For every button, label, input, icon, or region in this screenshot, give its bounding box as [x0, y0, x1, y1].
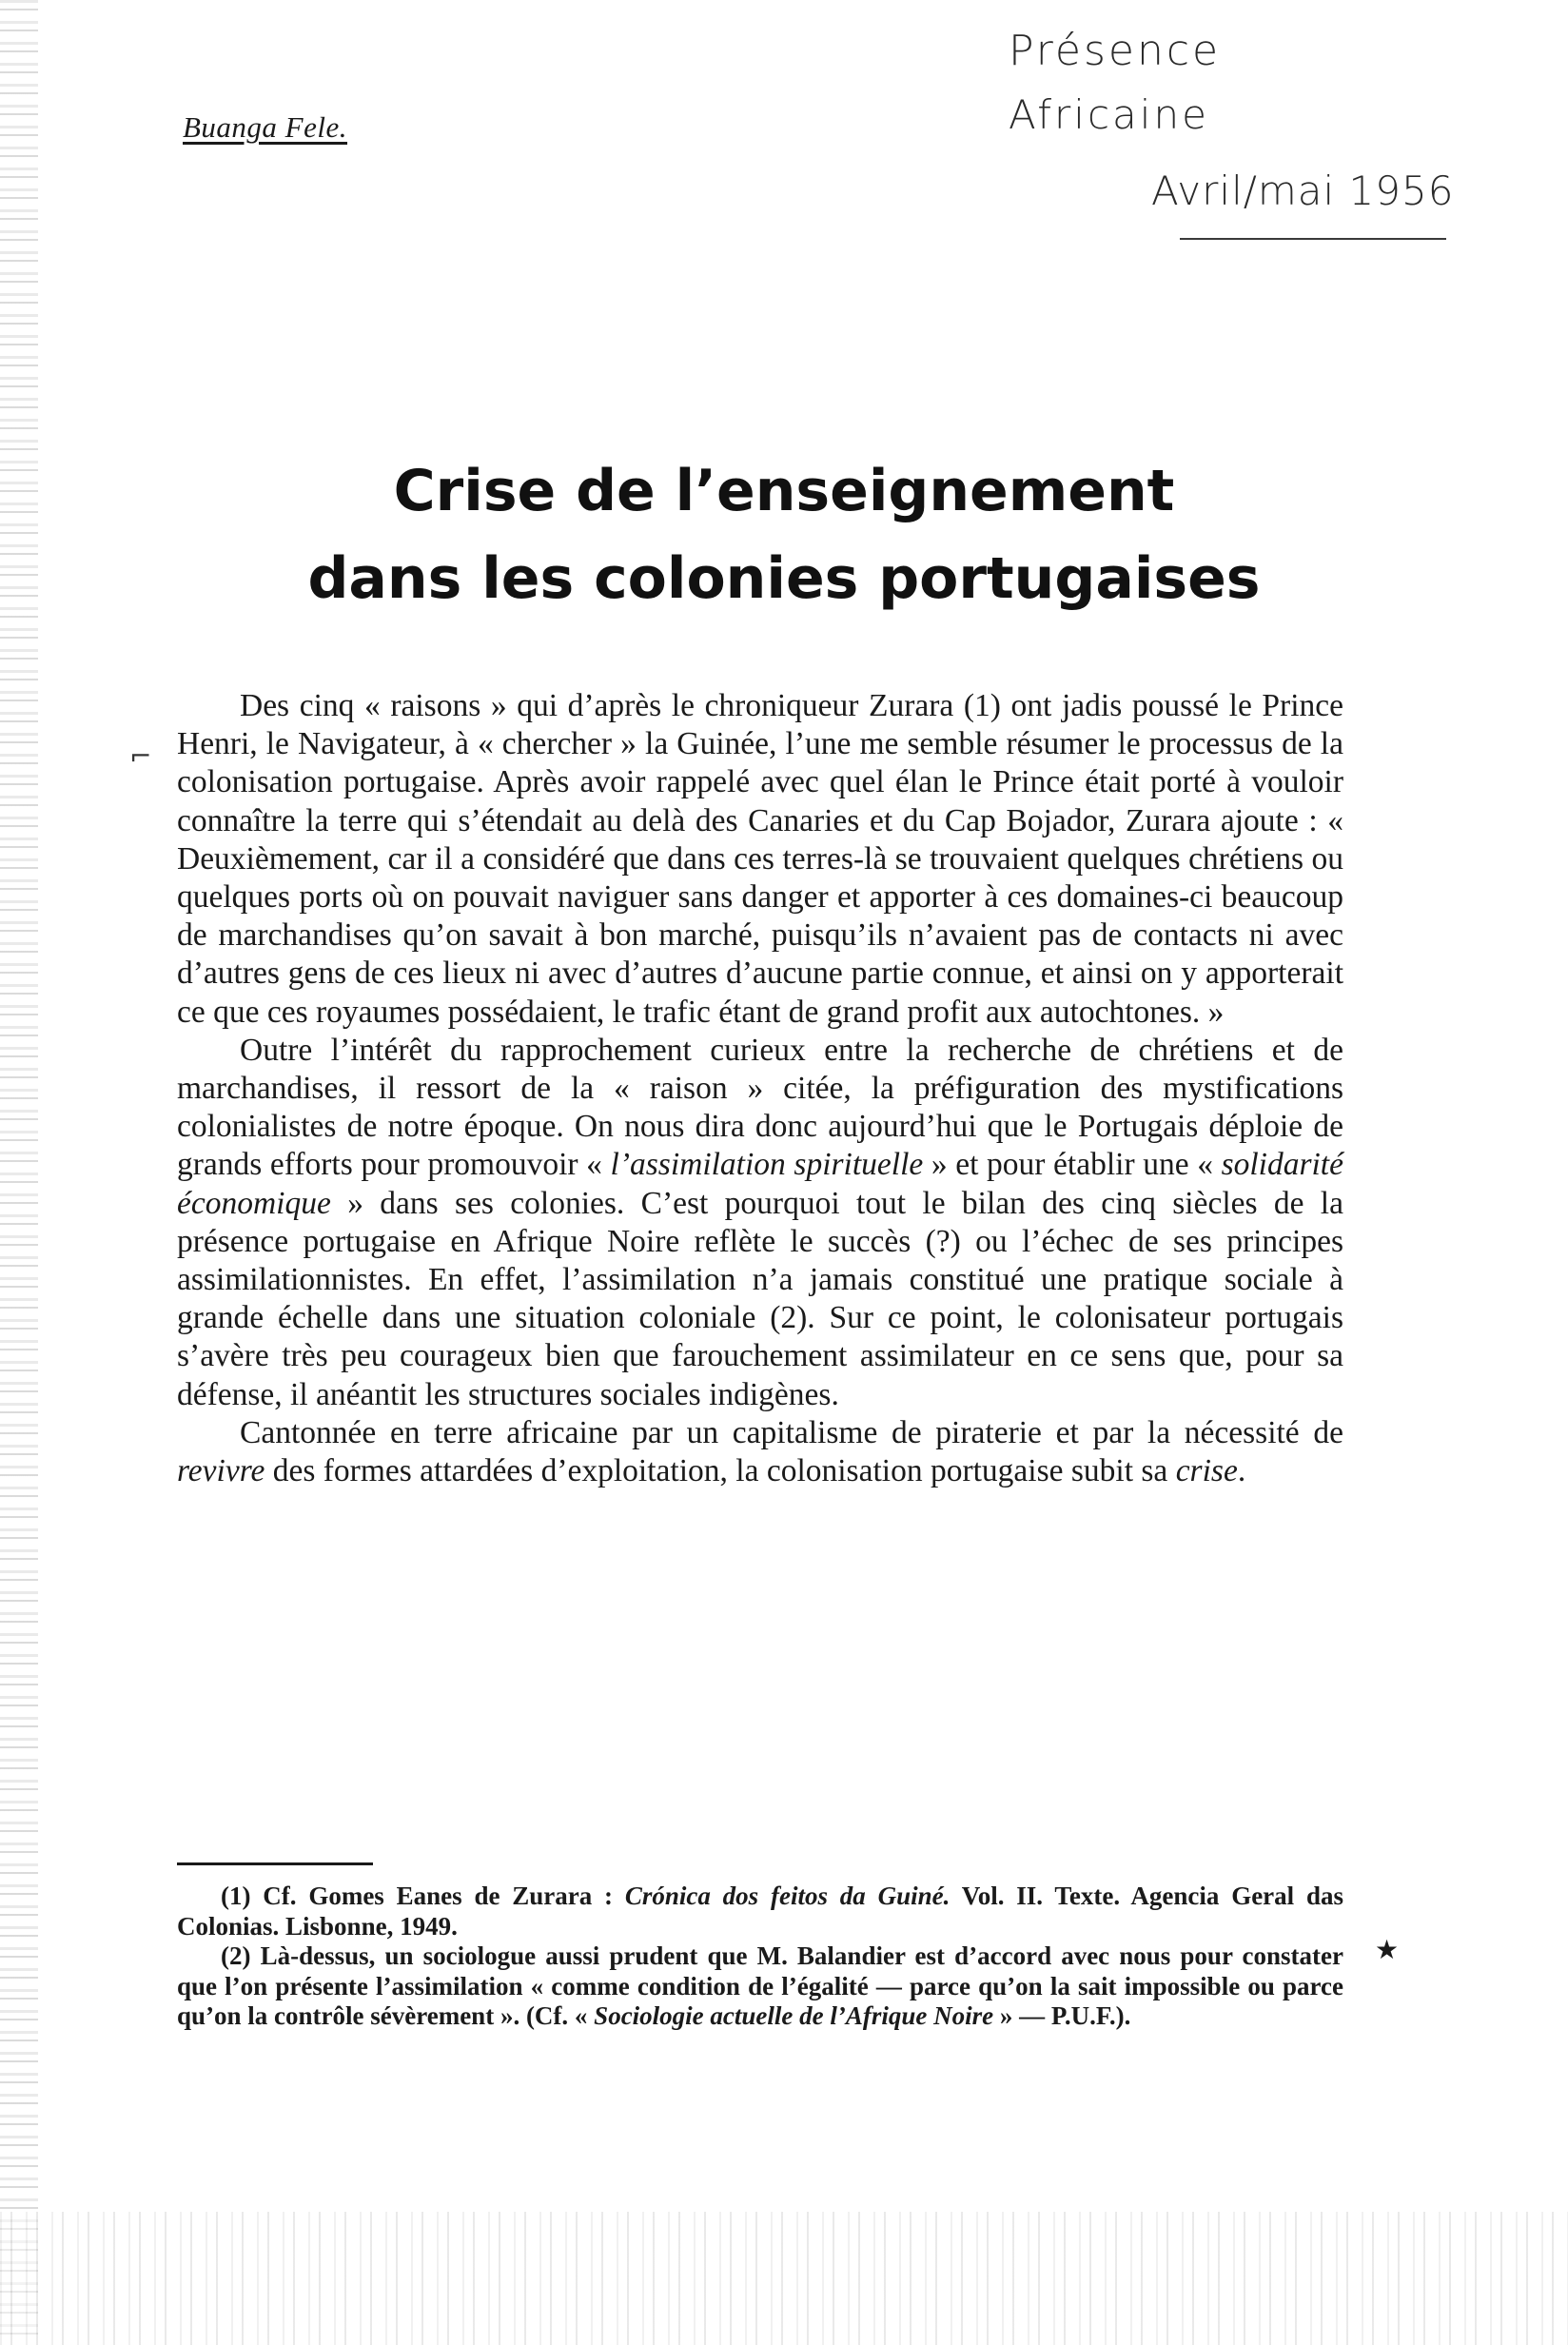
- paragraph-1: Des cinq « raisons » qui d’après le chroniqueur Zurara (1) ont jadis poussé le Prince Henri, le Navigateur, à « chercher » la Guinée, l’une me semble résumer le processus de la colonisation portugaise. Après avoir rappelé avec quel élan le Prince était porté à vouloir connaître la terre qui s’étendait au delà des Canaries et du Cap Bojador, Zurara ajoute : « Deuxièmement, car il a considéré que dans ces terres-là se trouvaient quelques chrétiens ou quelques ports où on pouvait naviguer sans danger et apporter à ces domaines-ci beaucoup de marchandises qu’on savait à bon marché, puisqu’ils n’avaient pas de contacts ni avec d’autres gens de ces lieux ni avec d’autres d’aucune partie connue, et ainsi on y apporterait ce que ces royaumes possédaient, le trafic étant de grand profit aux autochtones. »: [177, 688, 1343, 1030]
- footnote-2-emphasis: Sociologie actuelle de l’Afrique Noire: [594, 2001, 994, 2030]
- paragraph-2-text-b: » et pour établir une «: [923, 1147, 1222, 1183]
- paragraph-2-text-c: » dans ses colonies. C’est pourquoi tout le bilan des cinq siècles de la présence portugaise en Afrique Noire reflète le succès (?) ou l’échec de ses principes assimilationnistes. En effet, l’assimilation n’a jamais constitué une pratique sociale à grande échelle dans une situation coloniale (2). Sur ce point, le colonisateur portugais s’avère très peu courageux bien que farouchement assimilateur en ce sens que, pour sa défense, il anéantit les structures sociales indigènes.: [177, 1185, 1343, 1412]
- footnote-2: [177, 1941, 1343, 2032]
- paragraph-2-text-a: Outre l’intérêt du rapprochement curieux entre la recherche de chrétiens et de marchandises, il ressort de la « raison » citée, la préfiguration des mystifications colonialistes de notre époque. On nous dira donc aujourd’hui que le Portugais déploie de grands efforts pour promouvoir «: [177, 1032, 1343, 1183]
- footnote-1: [177, 1882, 1343, 1941]
- margin-star-icon: ★: [1375, 1934, 1400, 1965]
- article-title: [0, 447, 1568, 622]
- paragraph-2-emphasis-b: solidarité économique: [177, 1147, 1343, 1221]
- paragraph-3-emphasis-a: revivre: [177, 1453, 265, 1489]
- footnote-1-text-b: Vol. II. Texte. Agencia Geral das Colonias. Lisbonne, 1949.: [177, 1882, 1343, 1941]
- paragraph-3-text-c: .: [1237, 1453, 1246, 1489]
- paragraph-2-emphasis-a: l’assimilation spirituelle: [610, 1147, 924, 1183]
- paragraph-3-text-a: Cantonnée en terre africaine par un capitalisme de piraterie et par la nécessité de: [240, 1414, 1343, 1450]
- scan-edge-bottom: [0, 2212, 1568, 2345]
- paragraph-2: [177, 1032, 1343, 1414]
- handwritten-date: Avril/mai 1956: [1151, 168, 1455, 214]
- handwritten-journal-line2: Africaine: [1009, 91, 1209, 138]
- footnote-2-text-b: » — P.U.F.).: [993, 2001, 1131, 2030]
- article-body: [177, 687, 1343, 1490]
- footnotes: [177, 1882, 1343, 2032]
- scan-edge-left: [0, 0, 38, 2345]
- footnote-1-text-a: (1) Cf. Gomes Eanes de Zurara :: [221, 1882, 625, 1910]
- author-name: Buanga Fele.: [183, 110, 348, 144]
- title-line-2: dans les colonies portugaises: [307, 545, 1261, 612]
- handwritten-journal-line1: Présence: [1009, 27, 1222, 75]
- handwritten-underline: [1180, 238, 1446, 240]
- footnote-1-emphasis: Crónica dos feitos da Guiné.: [624, 1882, 951, 1910]
- paragraph-3-text-b: des formes attardées d’exploitation, la colonisation portugaise subit sa: [265, 1453, 1176, 1489]
- margin-mark-left: ⌐: [129, 740, 152, 772]
- footnote-2-text-a: (2) Là-dessus, un sociologue aussi prudent que M. Balandier est d’accord avec nous pour constater que l’on présente l’assimilation « comme condition de l’égalité — parce qu’on la sait impossible ou parce qu’on la contrôle sévèrement ». (Cf. «: [177, 1941, 1343, 2030]
- title-line-1: Crise de l’enseignement: [393, 458, 1175, 524]
- paragraph-3-emphasis-b: crise: [1175, 1453, 1238, 1489]
- paragraph-3: [177, 1414, 1343, 1490]
- footnote-separator: [177, 1862, 373, 1865]
